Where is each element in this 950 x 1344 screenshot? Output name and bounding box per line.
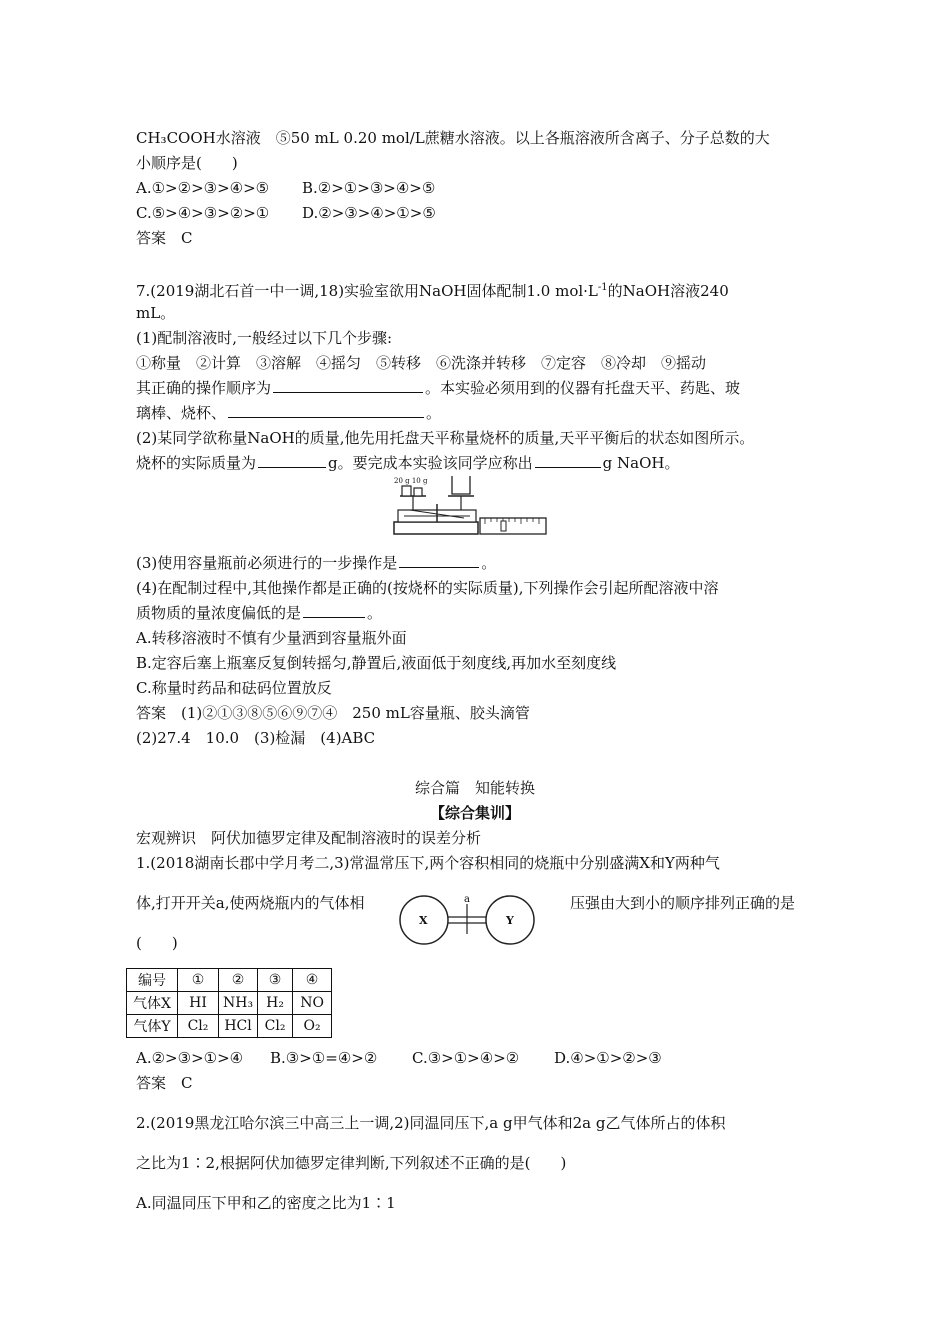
gas-table	[126, 968, 332, 1038]
table-header-row	[127, 969, 332, 992]
table-cell: NH₃	[219, 992, 258, 1015]
table-cell: H₂	[258, 992, 293, 1015]
q6-option-b: B.②>①>③>④>⑤	[302, 179, 436, 197]
q1-stem-line2b: 压强由大到小的顺序排列正确的是	[570, 894, 796, 912]
flask-y-label: Y	[506, 914, 514, 927]
table-cell: Cl₂	[178, 1015, 219, 1038]
q7-stem-line2: mL。	[136, 304, 176, 322]
q7-option-a: A.转移溶液时不慎有少量洒到容量瓶外面	[136, 629, 407, 647]
q7-part4-line2: 质物质的量浓度偏低的是 。	[136, 604, 383, 622]
table-cell: O₂	[293, 1015, 332, 1038]
q7-part4-line1: (4)在配制过程中,其他操作都是正确的(按烧杯的实际质量),下列操作会引起所配溶液中溶	[136, 579, 719, 597]
table-row	[127, 1015, 332, 1038]
q6-stem-line2: 小顺序是( )	[136, 154, 238, 172]
q7-part1-order: 其正确的操作顺序为 。本实验必须用到的仪器有托盘天平、药匙、玻	[136, 379, 741, 397]
beaker-mass-blank	[258, 453, 326, 468]
q7-part2-line1: (2)某同学欲称量NaOH的质量,他先用托盘天平称量烧杯的质量,天平平衡后的状态如图所示。	[136, 429, 755, 447]
balance-figure	[390, 474, 552, 542]
table-cell: HI	[178, 992, 219, 1015]
table-cell: HCl	[219, 1015, 258, 1038]
q7-answer-line1: 答案 (1)②①③⑧⑤⑥⑨⑦④ 250 mL容量瓶、胶头滴管	[136, 704, 530, 722]
q1-option-c: C.③>①>④>②	[412, 1049, 520, 1067]
instruments-blank	[228, 403, 424, 418]
q6-option-a: A.①>②>③>④>⑤	[136, 179, 270, 197]
q2-stem-line2: 之比为1∶2,根据阿伏加德罗定律判断,下列叙述不正确的是( )	[136, 1154, 567, 1172]
q7-part2-line2: 烧杯的实际质量为 g。要完成本实验该同学应称出 g NaOH。	[136, 454, 680, 472]
flask-figure	[398, 892, 536, 946]
step-blank	[399, 553, 479, 568]
q7-option-b: B.定容后塞上瓶塞反复倒转摇匀,静置后,液面低于刻度线,再加水至刻度线	[136, 654, 617, 672]
q1-option-b: B.③>①=④>②	[270, 1049, 378, 1067]
q2-stem-line1: 2.(2019黑龙江哈尔滨三中高三上一调,2)同温同压下,a g甲气体和2a g乙气体所占的体积	[136, 1114, 726, 1132]
table-cell: 气体X	[127, 992, 178, 1015]
table-cell: NO	[293, 992, 332, 1015]
flask-x-label: X	[419, 914, 428, 927]
naoh-mass-blank	[535, 453, 601, 468]
table-cell: ④	[293, 969, 332, 992]
q7-stem-line1: 7.(2019湖北石首一中一调,18)实验室欲用NaOH固体配制1.0 $mol\cdot L^{-1}$的NaOH溶液240	[136, 282, 729, 300]
section-title: 综合篇 知能转换	[414, 779, 535, 797]
q1-option-d: D.④>①>②>③	[554, 1049, 662, 1067]
q7-answer-line2: (2)27.4 10.0 (3)检漏 (4)ABC	[136, 729, 376, 747]
q6-option-c: C.⑤>④>③>②>①	[136, 204, 270, 222]
q6-option-d: D.②>③>④>①>⑤	[302, 204, 436, 222]
q7-part1: (1)配制溶液时,一般经过以下几个步骤:	[136, 329, 393, 347]
weights-label: 20 g 10 g	[394, 477, 428, 485]
table-cell: 编号	[127, 969, 178, 992]
q1-stem-line2a: 体,打开开关a,使两烧瓶内的气体相	[136, 894, 365, 912]
q7-option-c: C.称量时药品和砝码位置放反	[136, 679, 332, 697]
q1-stem-line1: 1.(2018湖南长郡中学月考二,3)常温常压下,两个容积相同的烧瓶中分别盛满X和Y两种气	[136, 854, 720, 872]
table-row	[127, 992, 332, 1015]
error-blank	[303, 603, 365, 618]
q7-steps: ①称量 ②计算 ③溶解 ④摇匀 ⑤转移 ⑥洗涤并转移 ⑦定容 ⑧冷却 ⑨摇动	[136, 354, 707, 372]
q7-part1-instruments: 璃棒、烧杯、 。	[136, 404, 442, 422]
q1-answer: 答案 C	[136, 1074, 193, 1092]
switch-a-label: a	[464, 894, 470, 905]
q6-answer: 答案 C	[136, 229, 193, 247]
q7-part3: (3)使用容量瓶前必须进行的一步操作是 。	[136, 554, 497, 572]
table-cell: 气体Y	[127, 1015, 178, 1038]
section-subtitle: 【综合集训】	[429, 804, 520, 822]
order-blank	[273, 378, 423, 393]
q1-paren: ( )	[136, 934, 178, 952]
section-topic: 宏观辨识 阿伏加德罗定律及配制溶液时的误差分析	[136, 829, 482, 847]
q6-stem-line1: CH₃COOH水溶液 ⑤50 mL 0.20 mol/L蔗糖水溶液。以上各瓶溶液所含离子、分子总数的大	[136, 129, 770, 147]
q1-option-a: A.②>③>①>④	[136, 1049, 244, 1067]
table-cell: ①	[178, 969, 219, 992]
table-cell: ③	[258, 969, 293, 992]
q2-option-a: A.同温同压下甲和乙的密度之比为1∶1	[136, 1194, 396, 1212]
table-cell: ②	[219, 969, 258, 992]
table-cell: Cl₂	[258, 1015, 293, 1038]
